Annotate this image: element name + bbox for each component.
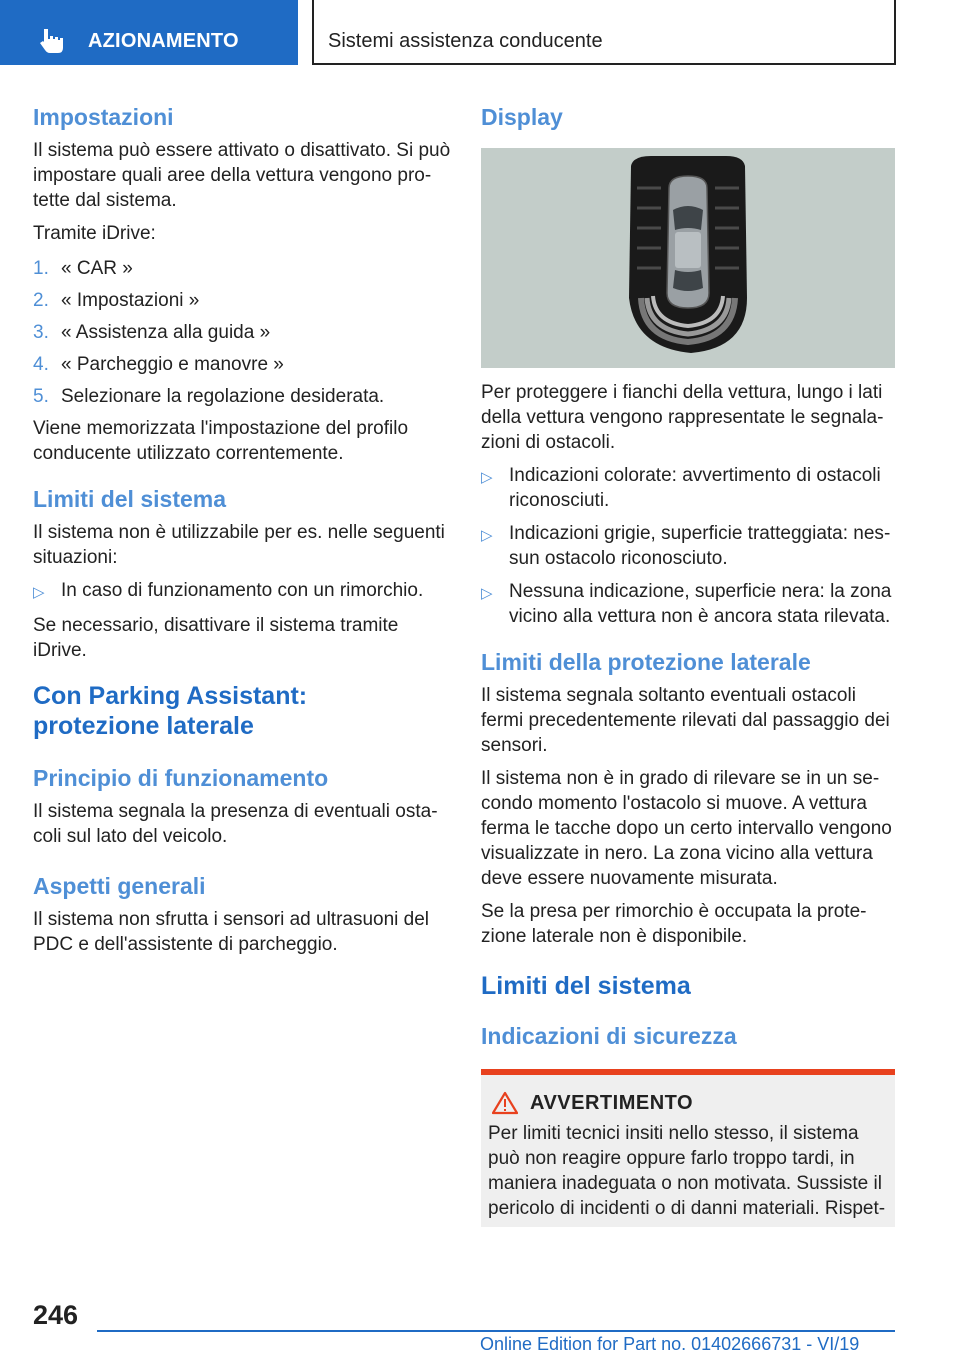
- side-limits-heading: Limiti della protezione laterale: [481, 649, 811, 675]
- list-item: 1. « CAR »: [33, 258, 133, 279]
- triangle-bullet-icon: ▷: [481, 527, 493, 544]
- chapter-title: Sistemi assistenza conducente: [328, 30, 603, 52]
- warning-text: Per limiti tecnici insiti nello stesso, il sistema può non reagire oppure farlo troppo tardi, in maniera inadeguata o non motivata. Sussiste il pericolo di incidenti o di danni materiali. Rispet-: [488, 1123, 886, 1219]
- list-item: ▷ Indicazioni grigie, superficie tratteggiata: nessun ostacolo riconosciuto.: [481, 523, 891, 569]
- system-limits-heading: Limiti del sistema: [481, 972, 691, 1000]
- section-title: AZIONAMENTO: [88, 30, 239, 52]
- list-item: ▷ Nessuna indicazione, superficie nera: la zona vicino alla vettura non è ancora stata rilevata.: [481, 581, 892, 627]
- page-number: 246: [33, 1300, 79, 1330]
- settings-text: Il sistema può essere attivato o disattivato. Si può impostare quali aree della vettura vengono protette dal sistema.: [33, 140, 451, 211]
- triangle-bullet-icon: ▷: [481, 469, 493, 486]
- list-item: 2. « Impostazioni »: [33, 290, 200, 311]
- list-item: ▷ In caso di funzionamento con un rimorchio.: [33, 578, 453, 605]
- list-item: 3. « Assistenza alla guida »: [33, 322, 271, 343]
- side-limits-text-2: Il sistema non è in grado di rilevare se in un secondo momento l'ostacolo si muove. A vettura ferma le tacche dopo un certo intervallo vengono visualizzate in nero. La zona vicino alla vettura deve essere nuovamente misurata.: [481, 768, 892, 889]
- display-text: Per proteggere i fianchi della vettura, lungo i lati della vettura vengono rappresentate le segnalazioni di ostacoli.: [481, 382, 884, 453]
- warning-title-row: [488, 1091, 887, 1115]
- footer-divider: [97, 1330, 895, 1332]
- limits-heading: Limiti del sistema: [33, 486, 227, 512]
- settings-steps: [33, 256, 453, 409]
- idrive-text: Tramite iDrive:: [33, 223, 156, 244]
- car-top-view-illustration: [481, 148, 895, 368]
- triangle-bullet-icon: ▷: [33, 584, 45, 601]
- principle-text: Il sistema segnala la presenza di eventuali ostacoli sul lato del veicolo.: [33, 801, 438, 847]
- right-column: [481, 102, 895, 1227]
- left-column: [33, 102, 453, 957]
- safety-heading: Indicazioni di sicurezza: [481, 1023, 737, 1049]
- pointing-hand-icon: [38, 26, 66, 54]
- list-item: 5. Selezionare la regolazione desiderata.: [33, 386, 385, 407]
- display-heading: Display: [481, 104, 563, 130]
- general-text: Il sistema non sfrutta i sensori ad ultrasuoni del PDC e dell'assistente di parcheggio.: [33, 909, 430, 955]
- limits-text: Il sistema non è utilizzabile per es. nelle seguenti situazioni:: [33, 522, 445, 568]
- main-heading-line-1: Con Parking Assistant:: [33, 682, 308, 710]
- list-item: 4. « Parcheggio e manovre »: [33, 354, 284, 375]
- warning-box: [481, 1069, 895, 1227]
- main-heading-line-2: protezione laterale: [33, 712, 254, 740]
- triangle-bullet-icon: ▷: [481, 585, 493, 602]
- section-tab: [0, 0, 298, 65]
- side-protection-display-image: [481, 148, 895, 368]
- warning-title: AVVERTIMENTO: [530, 1091, 694, 1114]
- chapter-box: [312, 0, 896, 65]
- edition-note: Online Edition for Part no. 01402666731 - VI/19: [480, 1334, 860, 1354]
- side-limits-text-3: Se la presa per rimorchio è occupata la protezione laterale non è disponibile.: [481, 901, 867, 947]
- profile-text: Viene memorizzata l'impostazione del profilo conducente utilizzato correntemente.: [33, 418, 409, 464]
- side-limits-text-1: Il sistema segnala soltanto eventuali ostacoli fermi precedentemente rilevati dal passaggio dei sensori.: [481, 685, 890, 756]
- limits-list: [33, 578, 453, 605]
- display-list: [481, 463, 895, 629]
- principle-heading: Principio di funzionamento: [33, 765, 329, 791]
- warning-triangle-icon: [492, 1091, 518, 1115]
- general-heading: Aspetti generali: [33, 873, 206, 899]
- settings-heading: Impostazioni: [33, 104, 174, 130]
- disable-text: Se necessario, disattivare il sistema tramite iDrive.: [33, 615, 399, 661]
- list-item: ▷ Indicazioni colorate: avvertimento di ostacoli riconosciuti.: [481, 465, 881, 511]
